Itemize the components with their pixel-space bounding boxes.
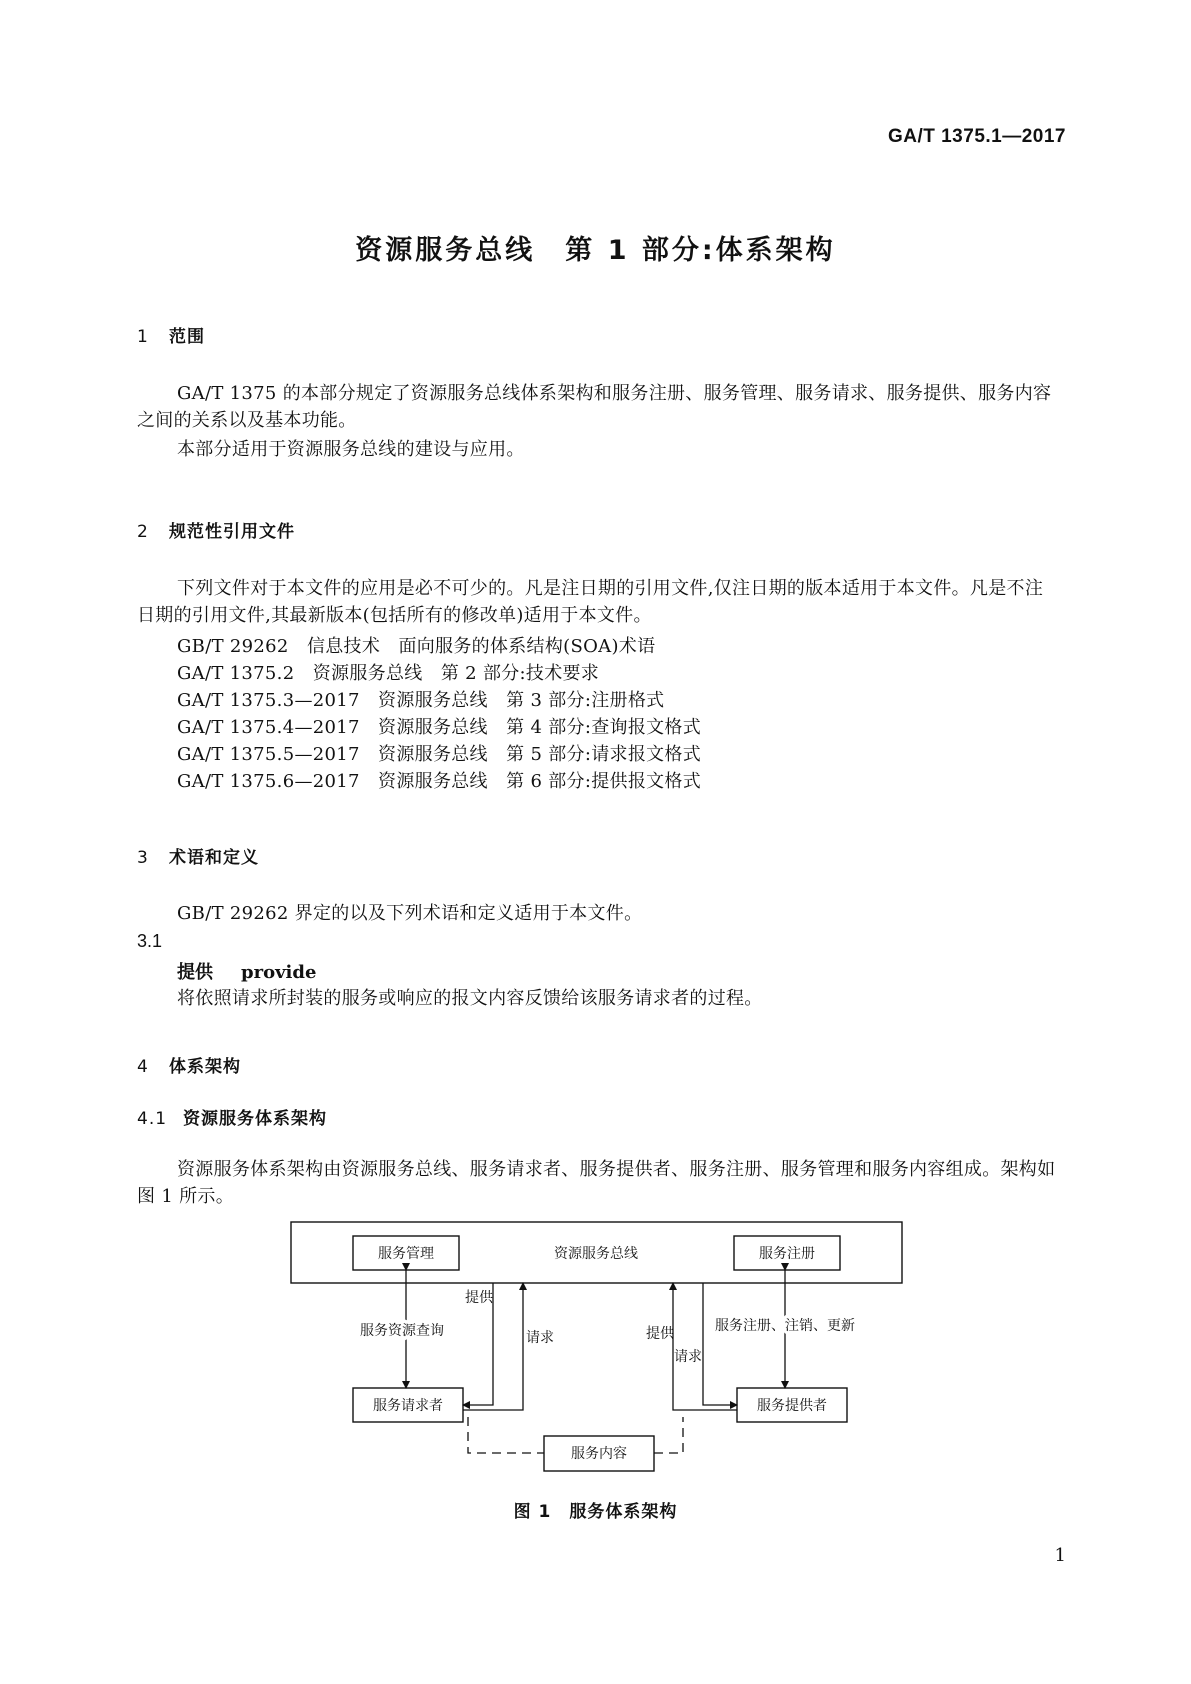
- term-en: provide: [241, 962, 317, 983]
- request-right-arrow: [703, 1283, 737, 1405]
- paragraph: GA/T 1375 的本部分规定了资源服务总线体系架构和服务注册、服务管理、服务请求、服务提供、服务内容之间的关系以及基本功能。: [137, 383, 1052, 431]
- section-title: 术语和定义: [169, 848, 259, 868]
- provide-right-label: 提供: [646, 1326, 674, 1342]
- section-number: 3: [137, 848, 149, 868]
- request-right-label: 请求: [674, 1349, 702, 1365]
- request-left-label: 请求: [526, 1330, 554, 1346]
- paragraph: 本部分适用于资源服务总线的建设与应用。: [177, 439, 525, 460]
- reference-item: GA/T 1375.4—2017 资源服务总线 第 4 部分:查询报文格式: [177, 717, 702, 738]
- reference-item: GA/T 1375.5—2017 资源服务总线 第 5 部分:请求报文格式: [177, 744, 702, 765]
- content-link-right: [654, 1417, 683, 1453]
- requester-label: 服务请求者: [373, 1398, 443, 1414]
- provide-right-arrow: [673, 1283, 737, 1410]
- section-3-heading: [137, 843, 259, 868]
- term-zh: 提供: [177, 962, 213, 983]
- section-number: 4: [137, 1057, 149, 1077]
- bus-label: 资源服务总线: [554, 1246, 638, 1262]
- term-definition: 将依照请求所封装的服务或响应的报文内容反馈给该服务请求者的过程。: [177, 988, 763, 1009]
- content-link-left: [468, 1417, 544, 1453]
- subsection-title: 资源服务体系架构: [183, 1109, 327, 1129]
- section-title: 范围: [169, 327, 205, 347]
- page-number: 1: [1054, 1545, 1066, 1566]
- section-number: 1: [137, 327, 149, 347]
- figure-caption: 图 1 服务体系架构: [513, 1502, 678, 1522]
- section-title: 规范性引用文件: [169, 522, 295, 542]
- reference-item: GA/T 1375.3—2017 资源服务总线 第 3 部分:注册格式: [177, 690, 665, 711]
- mgmt-label: 服务管理: [378, 1246, 434, 1262]
- provider-label: 服务提供者: [757, 1398, 827, 1414]
- content-label: 服务内容: [571, 1446, 627, 1462]
- provide-left-label: 提供: [465, 1290, 493, 1306]
- architecture-diagram: [285, 1218, 910, 1483]
- term-number: 3.1: [137, 931, 163, 951]
- term-name: [177, 958, 316, 984]
- reg-label: 服务注册: [759, 1246, 815, 1262]
- query-label: 服务资源查询: [360, 1323, 444, 1339]
- reg-ops-label: 服务注册、注销、更新: [715, 1318, 855, 1334]
- reference-item: GA/T 1375.6—2017 资源服务总线 第 6 部分:提供报文格式: [177, 771, 702, 792]
- subsection-4-1-heading: [137, 1104, 327, 1129]
- section-4-heading: [137, 1052, 241, 1077]
- paragraph: GB/T 29262 界定的以及下列术语和定义适用于本文件。: [177, 903, 643, 924]
- reference-item: GB/T 29262 信息技术 面向服务的体系结构(SOA)术语: [177, 636, 656, 657]
- section-2-heading: [137, 517, 295, 542]
- subsection-number: 4.1: [137, 1109, 168, 1129]
- section-1-heading: [137, 322, 205, 347]
- section-number: 2: [137, 522, 149, 542]
- section-title: 体系架构: [169, 1057, 241, 1077]
- paragraph: 资源服务体系架构由资源服务总线、服务请求者、服务提供者、服务注册、服务管理和服务内容组成。架构如图 1 所示。: [137, 1159, 1056, 1207]
- document-title: 资源服务总线 第 1 部分:体系架构: [355, 235, 836, 266]
- standard-code: GA/T 1375.1—2017: [887, 126, 1066, 147]
- paragraph: 下列文件对于本文件的应用是必不可少的。凡是注日期的引用文件,仅注日期的版本适用于本文件。凡是不注日期的引用文件,其最新版本(包括所有的修改单)适用于本文件。: [137, 578, 1044, 626]
- reference-item: GA/T 1375.2 资源服务总线 第 2 部分:技术要求: [177, 663, 600, 684]
